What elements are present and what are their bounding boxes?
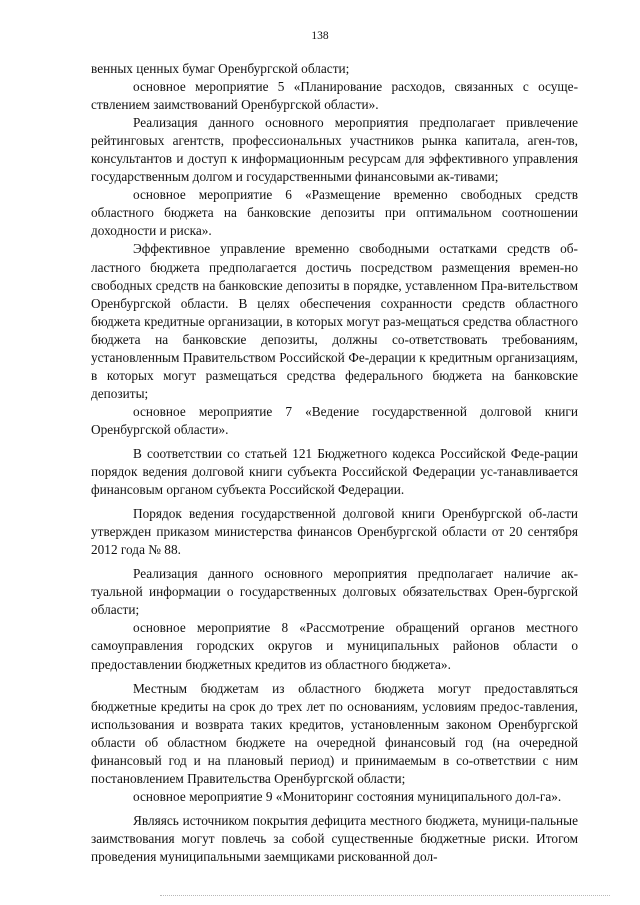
paragraph-measure-5-description: Реализация данного основного мероприятия предполагает привлечение рейтинговых агентств, профессиональных участников рынка капитала, аген-тов, консультантов и доступ к информационным ресурсам для эффективного управления государственным долгом и государственными финансовыми ак-тивами; xyxy=(91,115,578,185)
paragraph-debt-book-order: Порядок ведения государственной долговой книги Оренбургской об-ласти утвержден приказом министерства финансов Оренбургской области от 20 сентября 2012 года № 88. xyxy=(91,506,578,558)
paragraph-measure-7: основное мероприятие 7 «Ведение государственной долговой книги Оренбургской области». xyxy=(91,403,578,437)
paragraph-measure-7-description: Реализация данного основного мероприятия предполагает наличие ак-туальной информации о государственных долговых обязательствах Орен-бургской области; xyxy=(91,566,578,618)
paragraph-measure-6-description: Эффективное управление временно свободными остатками средств об-ластного бюджета предполагается достичь посредством размещения времен-но свободных средств на банковские депозиты в порядке, уставленном Пра-вительством Оренбургской области. В целях обеспечения сохранности средств областного бюджета кредитные организации, в которых могут раз-мещаться средства областного бюджета на банковские депозиты, должны со-ответствовать требованиям, установленным Правительством Российской Фе-дерации к кредитным организациям, в которых могут размещаться средства федерального бюджета на банковские депозиты; xyxy=(91,241,578,401)
paragraph-continuation: венных ценных бумаг Оренбургской области; xyxy=(91,61,350,76)
paragraph-measure-6: основное мероприятие 6 «Размещение временно свободных средств областного бюджета на банковские депозиты при оптимальном соотношении доходности и риска». xyxy=(91,187,578,239)
paragraph-measure-8-description: Местным бюджетам из областного бюджета могут предоставляться бюджетные кредиты на срок до трех лет по основаниям, условиям предос-тавления, использования и возврата таких кредитов, установленным законом Оренбургской области об областном бюджете на очередной финансовый год (на очередной финансовый год и на плановый период) и принимаемым в со-ответствии с ним постановлением Правительства Оренбургской области; xyxy=(91,680,578,786)
page-number: 138 xyxy=(311,30,329,42)
body-text xyxy=(91,60,578,866)
paragraph-budget-code: В соответствии со статьей 121 Бюджетного кодекса Российской Феде-рации порядок ведения долговой книги субъекта Российской Федерации ус-танавливается финансовым органом субъекта Российской Федерации. xyxy=(91,445,578,498)
paragraph-measure-8: основное мероприятие 8 «Рассмотрение обращений органов местного самоуправления городских округов и муниципальных районов области о предоставлении бюджетных кредитов из областного бюджета». xyxy=(91,620,578,672)
paragraph-measure-9: основное мероприятие 9 «Мониторинг состояния муниципального дол-га». xyxy=(133,788,562,804)
scan-artifact-divider xyxy=(160,895,610,901)
paragraph-measure-9-description: Являясь источником покрытия дефицита местного бюджета, муници-пальные заимствования могут повлечь за собой существенные бюджетные риски. Итогом проведения муниципальными заемщиками рискованной дол- xyxy=(91,812,578,864)
paragraph-measure-5: основное мероприятие 5 «Планирование расходов, связанных с осуще-ствлением заимствований Оренбургской области». xyxy=(91,79,578,113)
